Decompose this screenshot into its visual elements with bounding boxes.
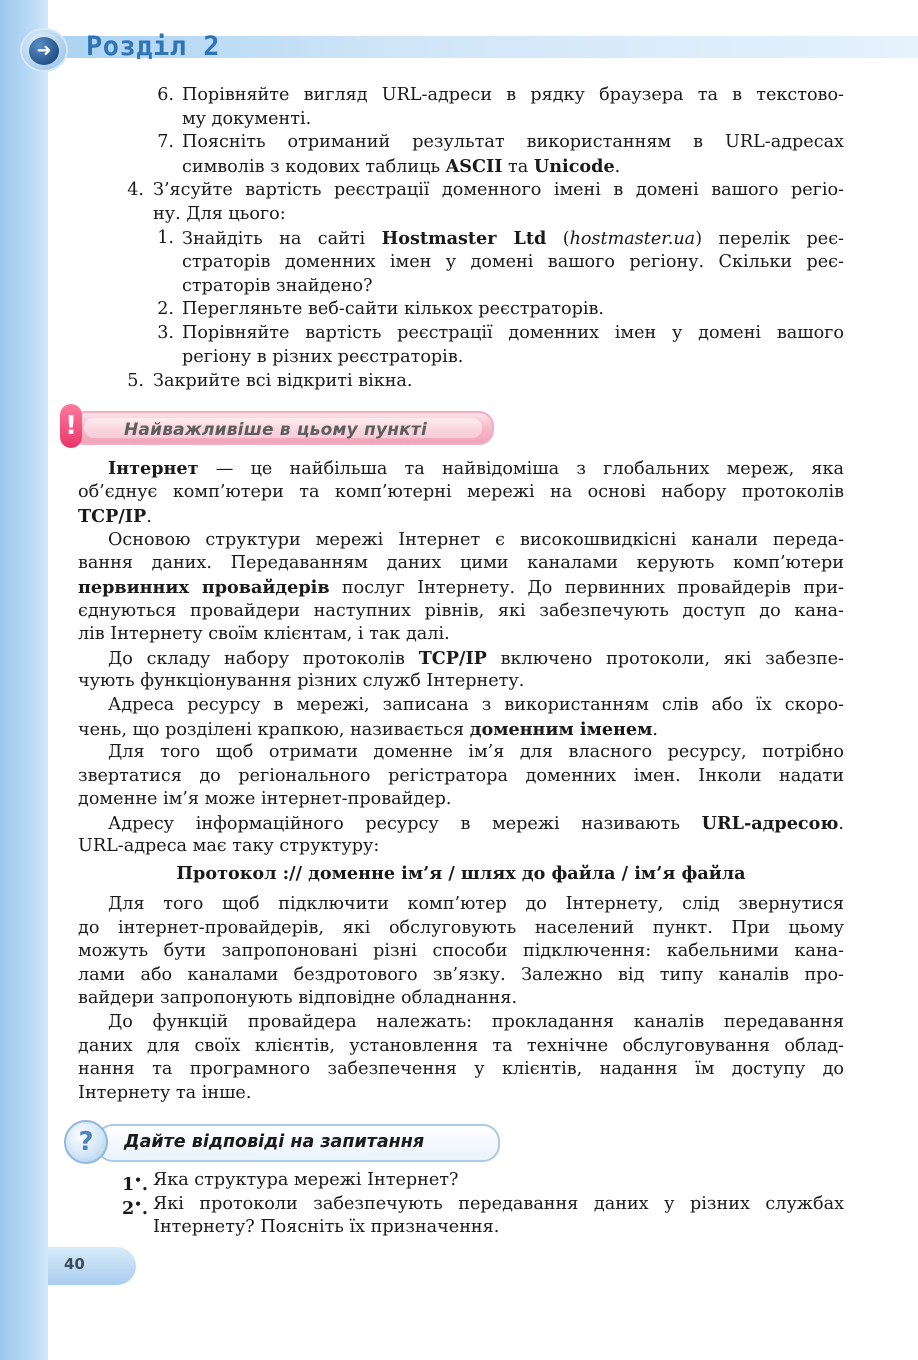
question-text-line: Інтернету? Поясніть їх призначення.: [153, 1217, 500, 1237]
step-text-line: Порівняйте вигляд URL-адреси в рядку браузера та в текстово-: [182, 85, 844, 105]
summary-line: Адресу інформаційного ресурсу в мережі називають URL-адресою.: [108, 813, 844, 834]
step-text-line: символів з кодових таблиць ASCII та Unicode.: [182, 156, 621, 177]
step-text-line: Перегляньте веб-сайти кількох реєстраторів.: [182, 299, 605, 319]
exclamation-icon: !: [60, 404, 82, 448]
step-number: 3.: [157, 323, 174, 343]
summary-line: вання даних. Передаванням даних цими каналами керують комп’ютери: [78, 553, 844, 573]
summary-line: даних для своїх клієнтів, установлення та технічне обслуговування облад-: [78, 1036, 844, 1056]
page-number: 40: [64, 1255, 85, 1273]
step-text-line: Знайдіть на сайті Hostmaster Ltd (hostmaster.ua) перелік реє-: [182, 228, 844, 249]
step-number: 7.: [157, 132, 174, 152]
section-title: Розділ 2: [86, 31, 221, 62]
summary-line: чень, що розділені крапкою, називається доменним іменем.: [78, 719, 658, 740]
summary-line: вайдери запропонують відповідне обладнання.: [78, 988, 518, 1008]
step-number: 5.: [127, 371, 144, 391]
question-number: 2•.: [121, 1197, 148, 1219]
step-number: 2.: [157, 299, 174, 319]
step-text-line: Поясніть отриманий результат використанням в URL-адресах: [182, 132, 844, 152]
step-number: 1.: [157, 228, 174, 248]
summary-line: доменне ім’я може інтернет-провайдер.: [78, 789, 452, 809]
step-text-line: страторів знайдено?: [182, 276, 373, 296]
step-text-line: Закрийте всі відкриті вікна.: [153, 371, 413, 391]
summary-line: до інтернет-провайдерів, які обслуговують населений пункт. При цьому: [78, 918, 844, 938]
right-arrow-icon: ➜: [29, 37, 59, 65]
question-number: 1•.: [121, 1173, 148, 1195]
summary-line: лами або каналами бездротового зв’язку. Залежно від типу каналів про-: [78, 965, 844, 985]
summary-line: До складу набору протоколів TCP/IP включено протоколи, які забезпе-: [108, 648, 845, 669]
summary-line: об’єднує комп’ютери та комп’ютерні мережі на основі набору протоколів: [78, 482, 844, 502]
summary-line: Адреса ресурсу в мережі, записана з використанням слів або їх скоро-: [108, 695, 844, 715]
summary-line: лів Інтернету своїм клієнтам, і так далі.: [78, 624, 450, 644]
step-text-line: страторів доменних імен у домені вашого регіону. Скільки реє-: [182, 252, 844, 272]
summary-line: єднуються провайдери наступних рівнів, які забезпечують доступ до кана-: [78, 601, 844, 621]
summary-line: TCP/IP.: [78, 506, 152, 527]
step-text-line: Порівняйте вартість реєстрації доменних імен у домені вашого: [182, 323, 844, 343]
step-text-line: З’ясуйте вартість реєстрації доменного імені в домені вашого регіо-: [153, 180, 844, 200]
summary-line: Для того щоб отримати доменне ім’я для власного ресурсу, потрібно: [108, 742, 844, 762]
url-structure-formula: Протокол :// доменне ім’я / шлях до файла / ім’я файла: [176, 863, 746, 884]
summary-line: Інтернет — це найбільша та найвідоміша з глобальних мереж, яка: [108, 458, 844, 479]
question-text-line: Яка структура мережі Інтернет?: [153, 1170, 459, 1190]
summary-line: До функцій провайдера належать: прокладання каналів передавання: [108, 1012, 844, 1032]
step-text-line: ну. Для цього:: [153, 204, 286, 224]
summary-line: чують функціонування різних служб Інтернету.: [78, 671, 525, 691]
step-number: 4.: [127, 180, 144, 200]
summary-line: URL-адреса має таку структуру:: [78, 836, 380, 856]
step-text-line: регіону в різних реєстраторів.: [182, 347, 464, 367]
question-text-line: Які протоколи забезпечують передавання даних у різних службах: [153, 1194, 844, 1214]
summary-line: нання та програмного забезпечення у клієнтів, надання їм доступу до: [78, 1059, 844, 1079]
question-mark-icon: ?: [64, 1120, 108, 1164]
side-strip: [0, 0, 48, 1360]
summary-line: можуть бути запропоновані різні способи підключення: кабельними кана-: [78, 941, 844, 961]
questions-header-title: Дайте відповіді на запитання: [124, 1132, 425, 1152]
summary-line: Основою структури мережі Інтернет є високошвидкісні канали переда-: [108, 530, 844, 550]
summary-line: звертатися до регіонального регістратора доменних імен. Інколи надати: [78, 766, 844, 786]
page-number-tab: [48, 1247, 136, 1285]
summary-line: первинних провайдерів послуг Інтернету. До первинних провайдерів при-: [78, 577, 844, 598]
summary-callout-title: Найважливіше в цьому пункті: [124, 420, 427, 440]
step-number: 6.: [157, 85, 174, 105]
summary-line: Для того щоб підключити комп’ютер до Інтернету, слід звернутися: [108, 894, 844, 914]
step-text-line: му документі.: [182, 109, 312, 129]
summary-line: Інтернету та інше.: [78, 1083, 252, 1103]
